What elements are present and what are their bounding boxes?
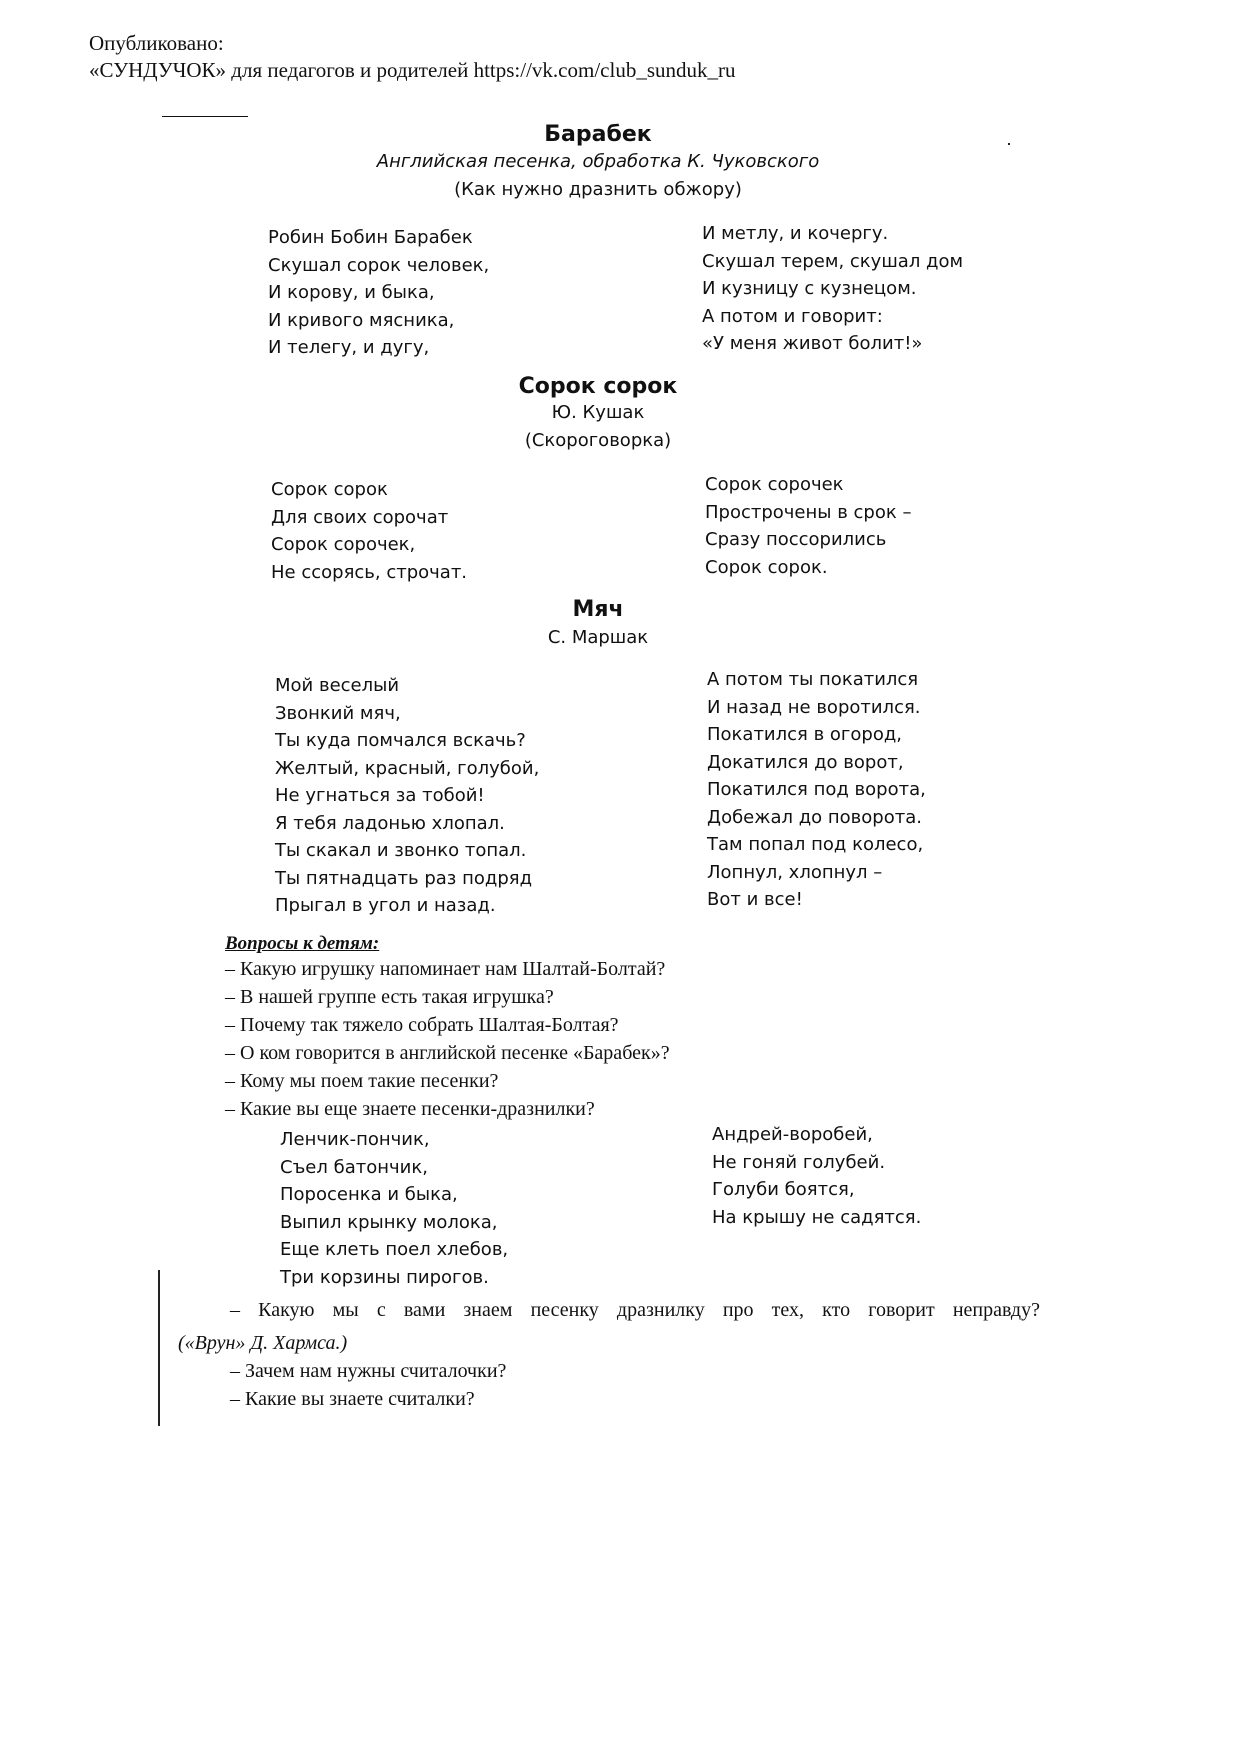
verse-line: Не угнаться за тобой! <box>275 785 485 806</box>
verse-line: Ты скакал и звонко топал. <box>275 840 527 861</box>
verse-line: Робин Бобин Барабек <box>268 227 473 248</box>
verse-line: Для своих сорочат <box>271 506 449 528</box>
margin-bar <box>158 1270 160 1426</box>
closing-question-1: – Какую мы с вами знаем песенку дразнилку про тех, кто говорит неправду? <box>230 1299 1040 1321</box>
verse-column-left <box>271 476 467 586</box>
verse-line: Там попал под колесо, <box>707 834 924 855</box>
teaser-line: Еще клеть поел хлебов, <box>280 1239 509 1260</box>
verse-line: Сорок сорок <box>271 479 388 500</box>
verse-line: Покатился в огород, <box>707 724 903 745</box>
poem-author-kushak: Ю. Кушак <box>551 402 645 423</box>
verse-column-right <box>707 666 926 914</box>
verse-column-left <box>268 224 489 362</box>
verse-column-left <box>275 672 539 920</box>
questions-heading: Вопросы к детям: <box>225 933 380 954</box>
verse-line: И кузницу с кузнецом. <box>702 278 917 299</box>
verse-line: Ты куда помчался вскачь? <box>275 730 526 751</box>
verse-line: И метлу, и кочергу. <box>702 223 889 244</box>
verse-line: Не ссорясь, строчат. <box>271 561 468 583</box>
verse-line: Прыгал в угол и назад. <box>275 895 496 916</box>
verse-line: А потом ты покатился <box>707 669 919 690</box>
poem-title-myach: Мяч <box>572 597 624 622</box>
teaser-line: Выпил крынку молока, <box>280 1211 498 1233</box>
verse-line: Прострочены в срок – <box>705 501 912 523</box>
verse-line: Сразу поссорились <box>705 529 887 550</box>
teaser-line: Три корзины пирогов. <box>280 1266 489 1288</box>
teaser-column-left <box>280 1126 508 1291</box>
closing-question-2: – Зачем нам нужны считалочки? <box>230 1360 507 1382</box>
question-line: – Какие вы еще знаете песенки-дразнилки? <box>225 1098 595 1120</box>
poem-subtitle-barabek: Английская песенка, обработка К. Чуковского <box>376 151 820 172</box>
poem-note-barabek: (Как нужно дразнить обжору) <box>454 179 742 200</box>
verse-line: И кривого мясника, <box>268 309 455 331</box>
teaser-line: Андрей-воробей, <box>712 1124 873 1145</box>
verse-line: И телегу, и дугу, <box>268 337 430 358</box>
poem-title-barabek: Барабек <box>544 122 652 147</box>
short-divider <box>162 116 248 117</box>
verse-line: Добежал до поворота. <box>707 806 922 828</box>
verse-line: «У меня живот болит!» <box>702 333 923 354</box>
teaser-line: Голуби боятся, <box>712 1179 855 1200</box>
question-line: – Почему так тяжело собрать Шалтая-Болтая? <box>225 1014 619 1036</box>
verse-line: Я тебя ладонью хлопал. <box>275 812 505 834</box>
questions-list <box>225 955 670 1123</box>
poem-note-sorok: (Скороговорка) <box>524 430 672 451</box>
scan-speck <box>1008 143 1010 145</box>
teaser-column-right <box>712 1121 921 1231</box>
verse-line: И назад не воротился. <box>707 696 921 718</box>
verse-line: А потом и говорит: <box>702 305 883 327</box>
question-line: – Какую игрушку напоминает нам Шалтай-Болтай? <box>225 958 666 980</box>
verse-line: Сорок сорок. <box>705 556 828 578</box>
question-line: – О ком говорится в английской песенке «Барабек»? <box>225 1042 670 1064</box>
verse-column-right <box>702 220 963 358</box>
question-line: – Кому мы поем такие песенки? <box>225 1070 499 1092</box>
verse-line: Сорок сорочек <box>705 474 844 495</box>
verse-line: Скушал сорок человек, <box>268 254 490 276</box>
teaser-line: Съел батончик, <box>280 1156 428 1178</box>
verse-column-right <box>705 471 911 581</box>
poem-author-marshak: С. Маршак <box>547 627 649 648</box>
teaser-line: Поросенка и быка, <box>280 1184 458 1205</box>
teaser-line: Не гоняй голубей. <box>712 1151 886 1173</box>
verse-line: Докатился до ворот, <box>707 751 904 773</box>
poem-title-sorok: Сорок сорок <box>518 374 678 399</box>
closing-question-3: – Какие вы знаете считалки? <box>230 1388 475 1410</box>
header-published-label: Опубликовано: <box>89 31 224 55</box>
verse-line: Лопнул, хлопнул – <box>707 861 883 883</box>
teaser-line: На крышу не садятся. <box>712 1206 922 1228</box>
verse-line: Ты пятнадцать раз подряд <box>275 867 533 889</box>
verse-line: И корову, и быка, <box>268 282 435 303</box>
closing-answer-1: («Врун» Д. Хармса.) <box>178 1332 348 1354</box>
header-source-line: «СУНДУЧОК» для педагогов и родителей https://vk.com/club_sunduk_ru <box>89 58 736 82</box>
verse-line: Сорок сорочек, <box>271 534 416 555</box>
verse-line: Звонкий мяч, <box>275 702 401 724</box>
verse-line: Вот и все! <box>707 889 803 910</box>
verse-line: Скушал терем, скушал дом <box>702 250 964 272</box>
verse-line: Желтый, красный, голубой, <box>275 757 540 779</box>
verse-line: Покатился под ворота, <box>707 779 926 800</box>
question-line: – В нашей группе есть такая игрушка? <box>225 986 554 1008</box>
teaser-line: Ленчик-пончик, <box>280 1129 430 1150</box>
verse-line: Мой веселый <box>275 675 400 696</box>
